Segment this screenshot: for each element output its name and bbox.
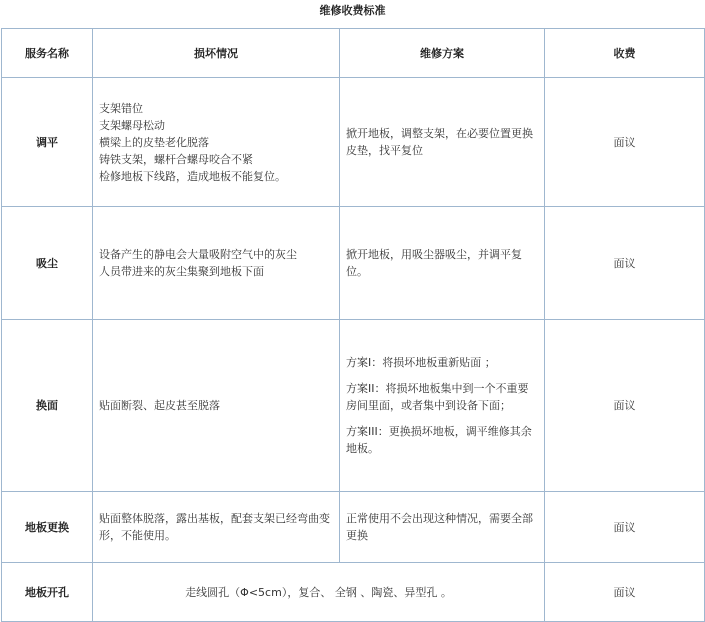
table-row — [2, 320, 705, 492]
damage-item: 横梁上的皮垫老化脱落 — [99, 135, 209, 149]
damage-item: 设备产生的静电会大量吸附空气中的灰尘 — [99, 248, 297, 261]
repair-text: 掀开地板，用吸尘器吸尘，并调平复位。 — [346, 248, 522, 278]
header-fee: 收费 — [545, 29, 705, 78]
damage-cell — [93, 207, 340, 320]
fee-cell: 面议 — [545, 320, 705, 492]
damage-item: 支架错位 — [99, 101, 143, 115]
damage-item: 支架螺母松动 — [99, 118, 165, 132]
damage-cell — [93, 320, 340, 492]
service-name-cell: 地板更换 — [2, 492, 93, 563]
repair-option: 方案II：将损坏地板集中到一个不重要房间里面，或者集中到设备下面； — [346, 382, 529, 412]
table-header-row — [2, 29, 705, 78]
repair-text: 掀开地板，调整支架，在必要位置更换皮垫，找平复位 — [346, 127, 533, 157]
service-name-cell: 换面 — [2, 320, 93, 492]
repair-cell — [340, 78, 545, 207]
service-name-cell: 调平 — [2, 78, 93, 207]
fee-cell: 面议 — [545, 492, 705, 563]
repair-cell — [340, 492, 545, 563]
description-cell: 走线圆孔（Φ<5cm），复合、 全钢 、陶瓷、异型孔 。 — [93, 563, 545, 622]
fee-cell: 面议 — [545, 563, 705, 622]
table-row — [2, 563, 705, 622]
table-row — [2, 78, 705, 207]
header-damage: 损坏情况 — [93, 29, 340, 78]
service-name-cell: 地板开孔 — [2, 563, 93, 622]
fee-cell: 面议 — [545, 78, 705, 207]
repair-cell — [340, 207, 545, 320]
damage-item: 人员带进来的灰尘集聚到地板下面 — [99, 265, 264, 278]
fee-cell: 面议 — [545, 207, 705, 320]
damage-cell — [93, 492, 340, 563]
repair-option: 方案III：更换损坏地板，调平维修其余地板。 — [346, 425, 532, 455]
damage-cell — [93, 78, 340, 207]
page-title: 维修收费标准 — [319, 4, 386, 17]
damage-item: 检修地板下线路，造成地板不能复位。 — [99, 169, 286, 183]
damage-item: 铸铁支架，螺杆合螺母咬合不紧 — [99, 152, 253, 166]
repair-cell — [340, 320, 545, 492]
header-service-name: 服务名称 — [2, 29, 93, 78]
fee-standard-table — [1, 28, 705, 622]
service-name-cell: 吸尘 — [2, 207, 93, 320]
damage-text: 贴面整体脱落，露出基板，配套支架已经弯曲变形，不能使用。 — [99, 512, 330, 542]
table-row — [2, 207, 705, 320]
header-repair-plan: 维修方案 — [340, 29, 545, 78]
repair-text: 正常使用不会出现这种情况，需要全部更换 — [346, 512, 533, 542]
repair-option: 方案I：将损坏地板重新贴面 ； — [346, 356, 496, 369]
damage-item: 贴面断裂、起皮甚至脱落 — [99, 399, 220, 412]
table-row — [2, 492, 705, 563]
